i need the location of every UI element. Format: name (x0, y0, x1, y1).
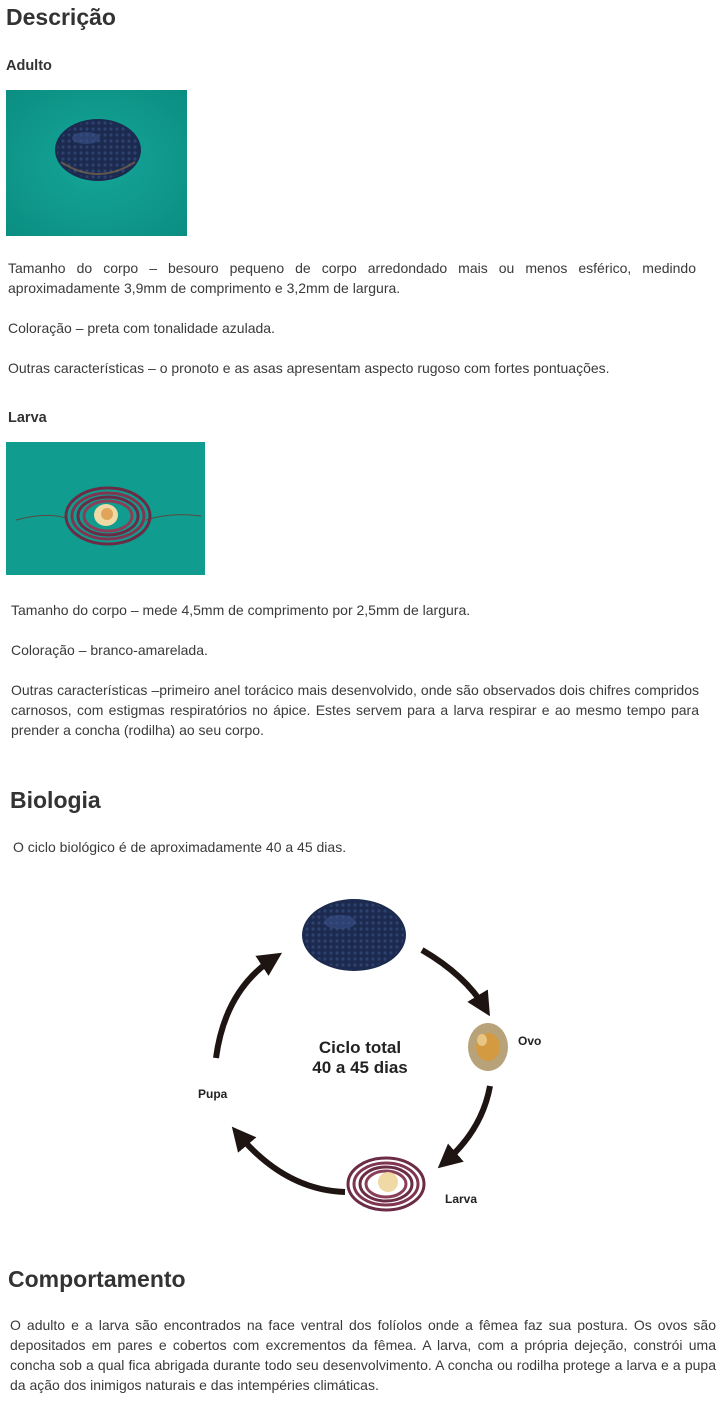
cycle-larva-image (348, 1158, 424, 1210)
stage-label-ovo: Ovo (518, 1034, 542, 1048)
larva-description (11, 600, 699, 740)
subheading-adulto: Adulto (6, 58, 52, 74)
adulto-other-features: Outras características – o pronoto e as asas apresentam aspecto rugoso com fortes pontuações. (8, 360, 610, 376)
section-title-descricao: Descrição (6, 4, 116, 30)
subheading-larva: Larva (8, 410, 47, 426)
stage-label-larva: Larva (445, 1192, 478, 1206)
arrow-larva-to-pupa (238, 1134, 345, 1192)
larva-coloration: Coloração – branco-amarelada. (11, 642, 208, 658)
larva-body-size: Tamanho do corpo – mede 4,5mm de comprimento por 2,5mm de largura. (11, 602, 471, 618)
cycle-center-line2: 40 a 45 dias (312, 1058, 408, 1077)
cycle-adult-image (302, 899, 406, 971)
arrow-pupa-to-adult (216, 958, 274, 1058)
arrow-adult-to-egg (422, 950, 485, 1008)
adulto-body-size: Tamanho do corpo – besouro pequeno de corpo arredondado mais ou menos esférico, medindo aproximadamente 3,9mm de comprimento e 3,2mm de largura. (8, 260, 696, 296)
cycle-center-line1: Ciclo total (318, 1038, 402, 1057)
life-cycle-diagram (190, 890, 550, 1220)
stage-label-pupa: Pupa (198, 1087, 228, 1101)
section-title-biologia: Biologia (10, 787, 101, 813)
arrow-egg-to-larva (445, 1086, 490, 1162)
comportamento-text: O adulto e a larva são encontrados na face ventral dos folíolos onde a fêmea faz sua postura. Os ovos são depositados em pares e cobertos com excrementos da fêmea. A larva, com a própria dejeção, constrói uma concha sob a qual fica abrigada durante todo seu desenvolvimento. A concha ou rodilha protege a larva e a pupa da ação dos inimigos naturais e das intempéries climáticas. (10, 1317, 716, 1393)
adulto-description (8, 258, 696, 378)
adult-beetle-photo (6, 90, 187, 236)
section-title-comportamento: Comportamento (8, 1266, 186, 1292)
larva-photo (6, 442, 205, 575)
larva-other-features: Outras características –primeiro anel torácico mais desenvolvido, onde são observados dois chifres compridos carnosos, com estigmas respiratórios no ápice. Estes servem para a larva respirar e ao mesmo tempo para prender a concha (rodilha) ao seu corpo. (11, 682, 699, 738)
biologia-cycle-text: O ciclo biológico é de aproximadamente 40 a 45 dias. (13, 839, 347, 855)
cycle-egg-image (468, 1023, 508, 1071)
adulto-coloration: Coloração – preta com tonalidade azulada. (8, 320, 275, 336)
cycle-center-label (295, 1038, 425, 1078)
